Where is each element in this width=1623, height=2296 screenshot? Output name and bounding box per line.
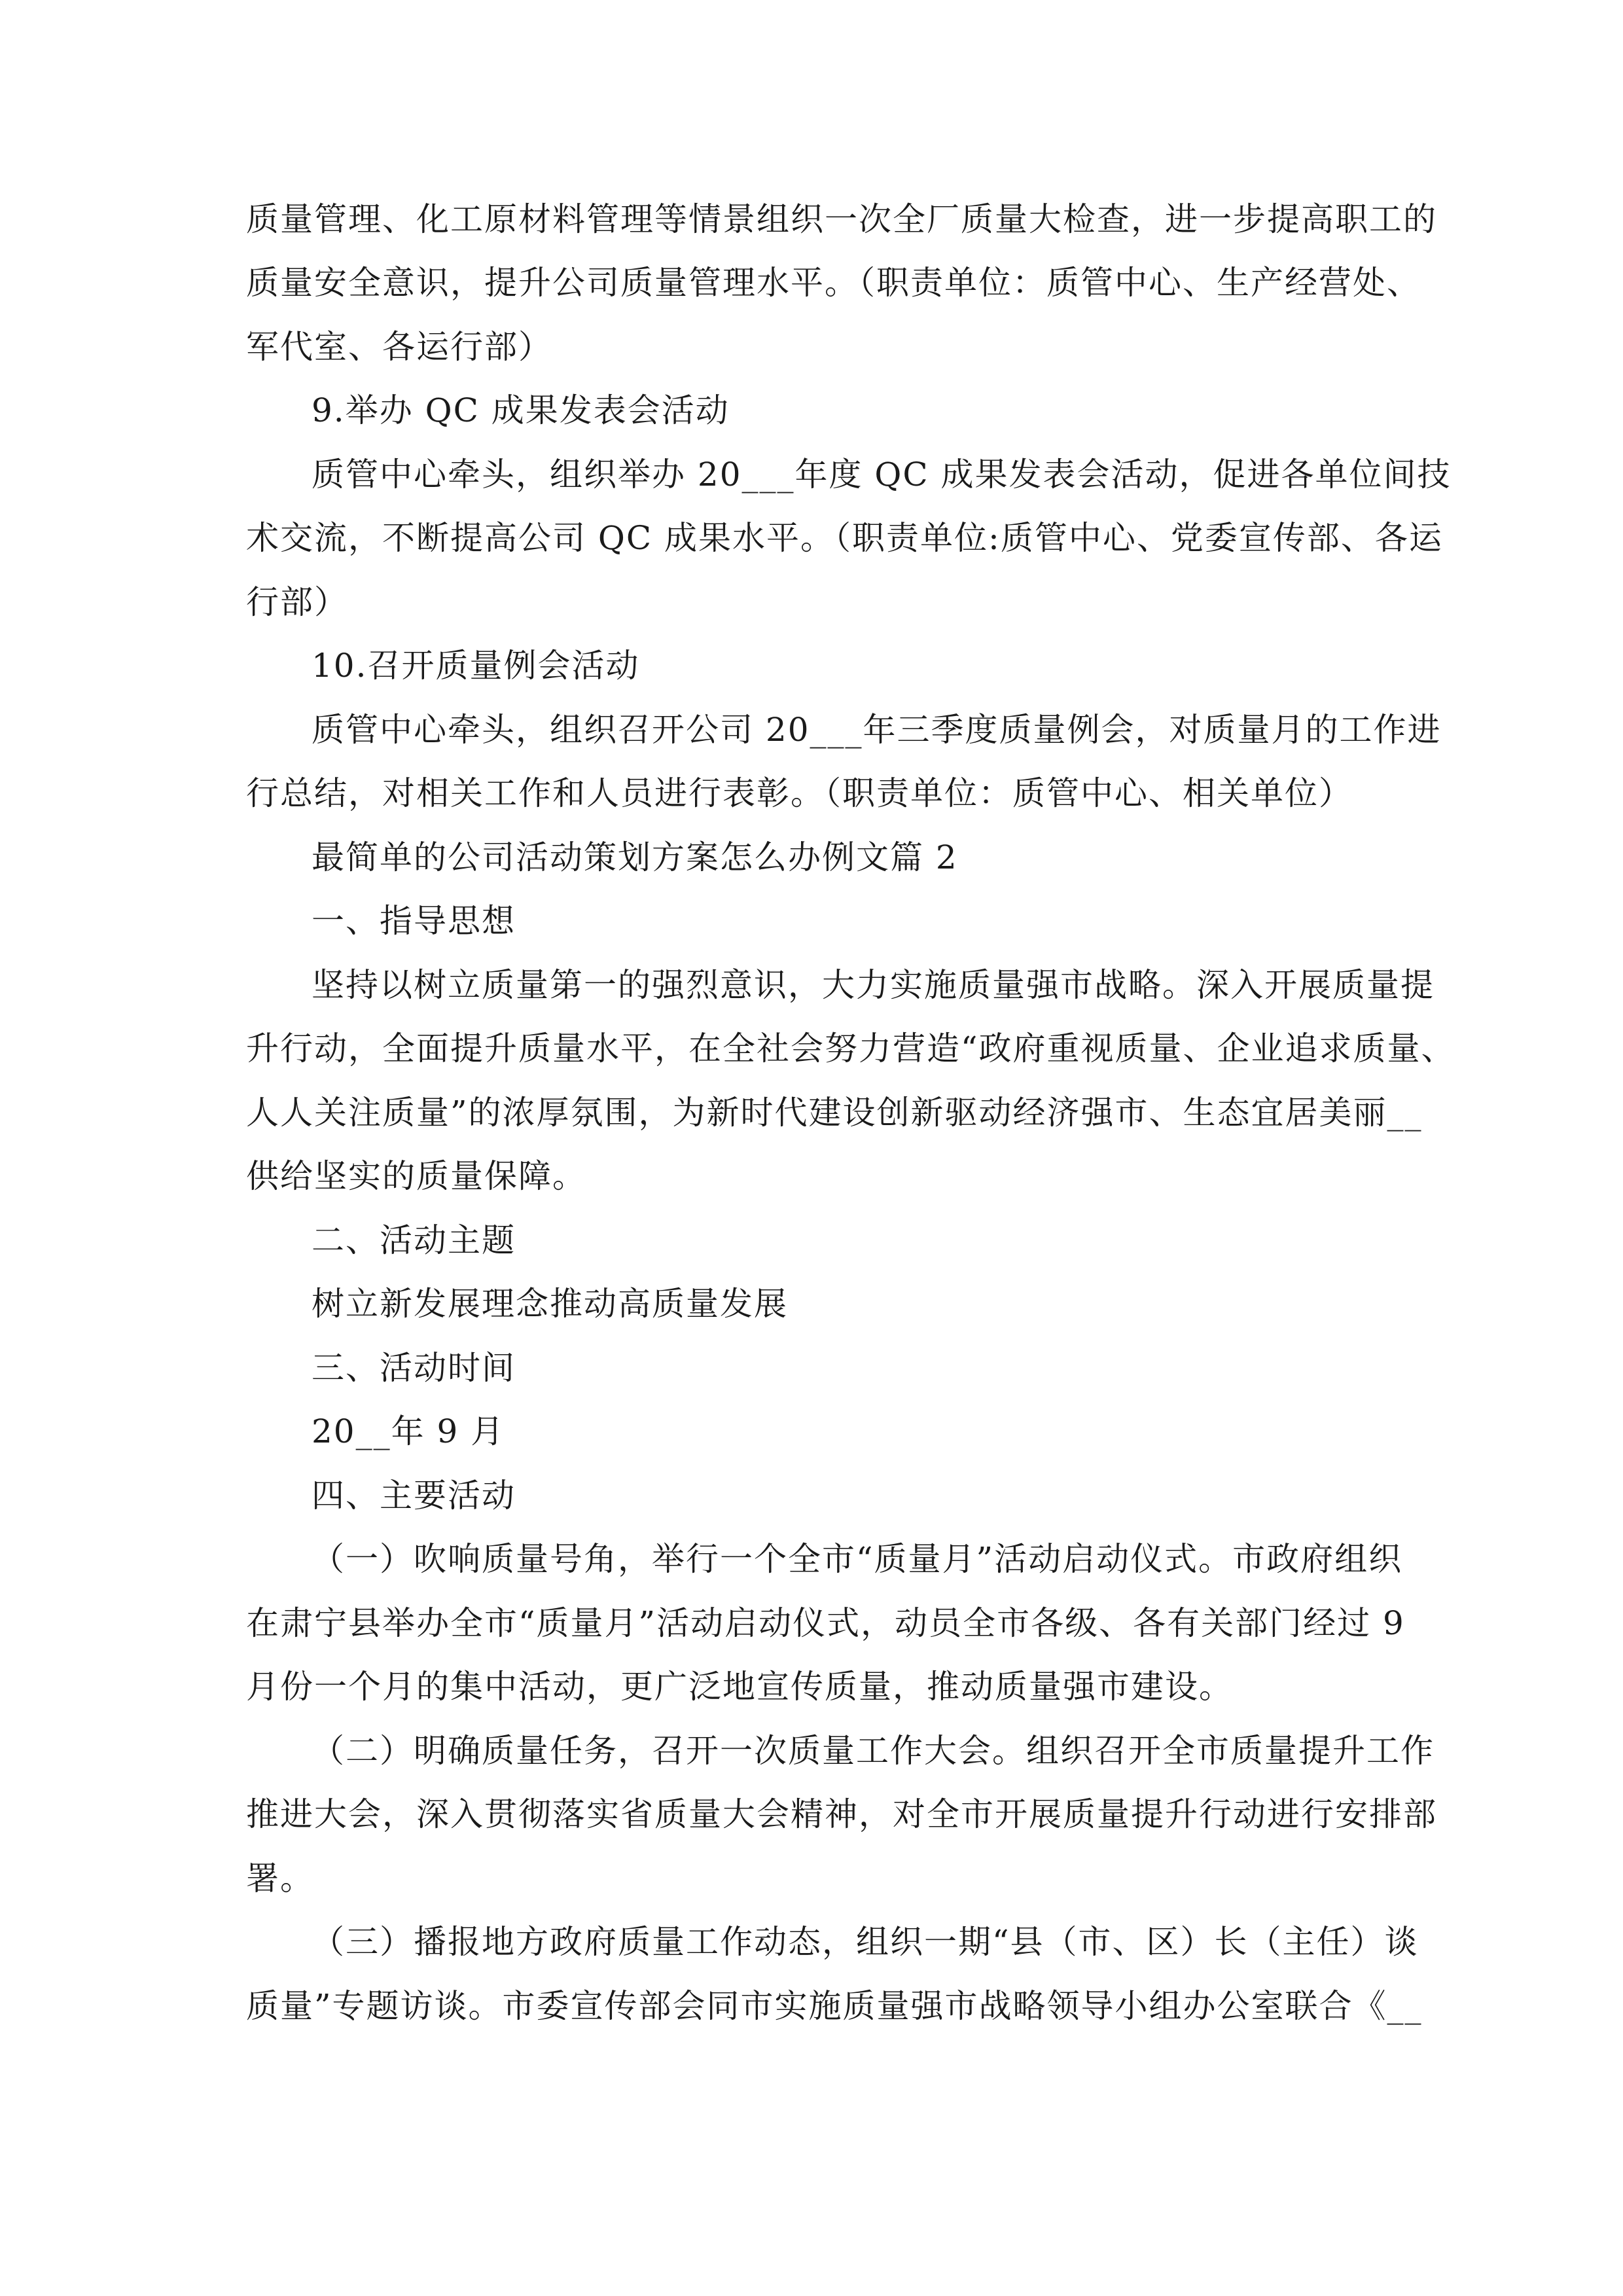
- article-title: 最简单的公司活动策划方案怎么办例文篇 2: [312, 838, 958, 876]
- body-line: 供给坚实的质量保障。: [246, 1157, 586, 1195]
- section-heading: 二、活动主题: [312, 1221, 516, 1259]
- body-line: 术交流，不断提高公司 QC 成果水平。（职责单位:质管中心、党委宣传部、各运: [246, 519, 1443, 557]
- body-line: 质量安全意识，提升公司质量管理水平。（职责单位：质管中心、生产经营处、: [246, 264, 1421, 302]
- body-line: 坚持以树立质量第一的强烈意识，大力实施质量强市战略。深入开展质量提: [312, 966, 1435, 1004]
- section-heading: 10.召开质量例会活动: [312, 647, 640, 685]
- body-line: 推进大会，深入贯彻落实省质量大会精神，对全市开展质量提升行动进行安排部: [246, 1795, 1437, 1833]
- body-line: 升行动，全面提升质量水平，在全社会努力营造“政府重视质量、企业追求质量、: [246, 1030, 1455, 1067]
- body-line: 质量管理、化工原材料管理等情景组织一次全厂质量大检查，进一步提高职工的: [246, 200, 1437, 238]
- body-line: 树立新发展理念推动高质量发展: [312, 1285, 788, 1323]
- body-line: 在肃宁县举办全市“质量月”活动启动仪式，动员全市各级、各有关部门经过 9: [246, 1604, 1405, 1642]
- section-heading: 一、指导思想: [312, 902, 516, 940]
- section-heading: 三、活动时间: [312, 1349, 516, 1387]
- body-line: 质管中心牵头，组织举办 20___年度 QC 成果发表会活动，促进各单位间技: [312, 456, 1452, 493]
- body-line: （一）吹响质量号角，举行一个全市“质量月”活动启动仪式。市政府组织: [312, 1540, 1403, 1578]
- section-heading: 9.举办 QC 成果发表会活动: [312, 391, 730, 429]
- body-line: 质管中心牵头，组织召开公司 20___年三季度质量例会，对质量月的工作进: [312, 711, 1442, 749]
- section-heading: 四、主要活动: [312, 1477, 516, 1515]
- body-line: 20__年 9 月: [312, 1412, 505, 1450]
- body-line: 质量”专题访谈。市委宣传部会同市实施质量强市战略领导小组办公室联合《__: [246, 1987, 1423, 2025]
- body-line: 人人关注质量”的浓厚氛围，为新时代建设创新驱动经济强市、生态宜居美丽__: [246, 1094, 1423, 1132]
- body-line: 署。: [246, 1859, 314, 1897]
- body-line: 行部）: [246, 583, 348, 621]
- body-line: 行总结，对相关工作和人员进行表彰。（职责单位：质管中心、相关单位）: [246, 774, 1353, 812]
- body-line: 军代室、各运行部）: [246, 328, 552, 366]
- body-line: （二）明确质量任务，召开一次质量工作大会。组织召开全市质量提升工作: [312, 1732, 1435, 1770]
- body-line: 月份一个月的集中活动，更广泛地宣传质量，推动质量强市建设。: [246, 1668, 1233, 1706]
- body-line: （三）播报地方政府质量工作动态，组织一期“县（市、区）长（主任）谈: [312, 1923, 1419, 1961]
